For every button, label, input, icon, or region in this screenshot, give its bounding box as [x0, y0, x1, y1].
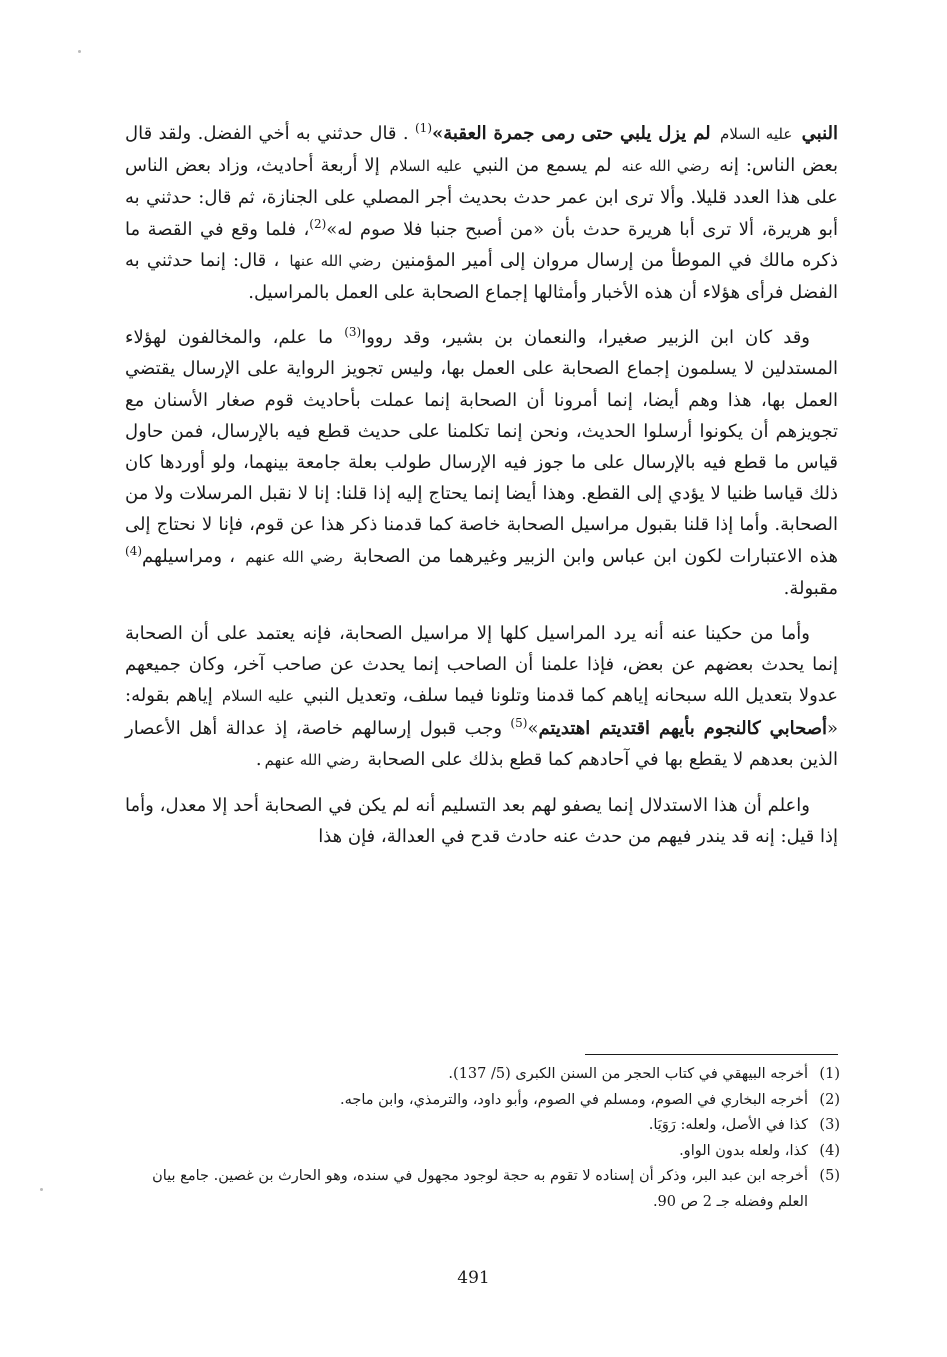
- paragraph-2: [125, 322, 838, 604]
- scan-speck: [40, 1188, 43, 1191]
- honorific-ligature: رضي الله عنهم: [264, 750, 359, 769]
- text-span: النبي: [801, 123, 838, 144]
- text-span: ، قال: إنما حدثني به الفضل فرأى هؤلاء أن هذه الأخبار وأمثالها إجماع الصحابة على العمل بالمراسيل.: [125, 249, 838, 304]
- footnote-number: (5): [819, 1168, 840, 1185]
- honorific-ligature: عليه السلام: [222, 687, 295, 706]
- honorific-ligature: رضي الله عنهم: [245, 547, 343, 566]
- text-span: .: [255, 748, 262, 770]
- footnote-number: (2): [819, 1091, 840, 1108]
- footnote-text: أخرجه ابن عبد البر، وذكر أن إسناده لا تقوم به حجة لوجود مجهول في سنده، وهو الحارث بن غصين. جامع بيان العلم وفضله جـ 2 ص 90.: [152, 1168, 808, 1210]
- text-span: وأما من حكينا عنه أنه يرد المراسيل كلها إلا مراسيل الصحابة، فإنه يعتمد على أن الصحابة إنما يحدث بعضهم عن بعض، فإذا علمنا أن الصاحب إنما يحدث عن صاحب آخر، وكان جميعهم عدولا بتعديل الله سبحانه إياهم كما قدمنا وتلونا فيما سلف، وتعديل النبي: [125, 623, 838, 707]
- text-span: ، فلما وقع في القصة ما ذكره مالك في الموطأ من إرسال مروان إلى أمير المؤمنين: [125, 218, 839, 271]
- hadith-quote: أصحابي كالنجوم بأيهم اقتديتم اهتديتم: [538, 717, 827, 739]
- text-span: وجب قبول إرسالهم خاصة، إذ عدالة أهل الأعصار الذين بعدهم لا يقطع بها في آحادهم كما قطع بذلك على الصحابة: [125, 717, 838, 770]
- footnote: [120, 1139, 840, 1165]
- paragraph-3: [125, 618, 838, 776]
- paragraph-1: [125, 118, 838, 308]
- footnote-ref: (3): [344, 325, 362, 340]
- footnote-number: (4): [819, 1142, 840, 1159]
- honorific-ligature: رضي الله عنها: [289, 251, 382, 270]
- footnote-separator: [585, 1054, 838, 1055]
- footnote-ref: (1): [414, 121, 432, 135]
- text-span: وقد كان ابن الزبير صغيرا، والنعمان بن بشير، وقد رووا: [361, 327, 810, 349]
- text-span: لم يزل يلبي حتى رمى جمرة العقبة»: [432, 123, 711, 144]
- text-span: واعلم أن هذا الاستدلال إنما يصفو لهم بعد التسليم أنه لم يكن في الصحابة أحد إلا معدل، وأما إذا قيل: إنه قد يندر فيهم من حدث عنه حادث قدح في العدالة، فإن هذا: [125, 795, 838, 848]
- honorific-ligature: رضي الله عنه: [621, 157, 710, 176]
- text-span: . قال حدثني به أخي الفضل. ولقد قال بعض الناس: إنه: [125, 123, 838, 177]
- footnote-ref: (2): [309, 216, 327, 231]
- text-span: ما علم، والمخالفون لهؤلاء المستدلين لا يسلمون إجماع الصحابة على العمل بها، وليس تجويز الرواية على الإرسال يقتضي العمل بها، هذا وهم أيضا، إنما أمرونا أن الصحابة إنما عملت بأحاديث قوم صغار الأسنان مع تجويزهم أن يكونوا أرسلوا الحديث، ونحن إنما تكلمنا على حديث قطع فيه بالإرسال، فمن حاول قياس ما قطع فيه بالإرسال على ما جوز فيه الإرسال طولب بعلة جامعة بينهما، ولو أوردها كان ذلك قياسا ظنيا لا يؤدي إلى القطع. وهذا أيضا إنما يحتاج إليه إذا قلنا: إنا لا نقبل المرسلات ولا من الصحابة. وأما إذا قلنا بقبول مراسيل الصحابة خاصة كما قدمنا ذكر هذا عن قوم، فإنا لا نحتاج إلى هذه الاعتبارات لكون ابن عباس وابن الزبير وغيرهما من الصحابة: [125, 327, 838, 567]
- footnote-ref: (4): [125, 543, 143, 558]
- footnote: [120, 1113, 840, 1139]
- footnotes: [120, 1062, 840, 1216]
- footnote-text: كذا، ولعله بدون الواو.: [679, 1142, 808, 1159]
- main-text: [125, 118, 838, 866]
- footnote-text: أخرجه البخاري في الصوم، ومسلم في الصوم، وأبو داود، والترمذي، وابن ماجه.: [340, 1091, 808, 1108]
- footnote: [120, 1164, 840, 1215]
- page-number: 491: [457, 1268, 490, 1288]
- paragraph-4: [125, 790, 838, 852]
- text-span: إياهم بقوله: «: [125, 685, 838, 739]
- footnote-number: (3): [819, 1117, 840, 1134]
- footnote-text: كذا في الأصل، ولعله: رَوَيَا.: [648, 1117, 808, 1134]
- text-span: مقبولة.: [783, 577, 838, 599]
- text-span: »: [527, 717, 539, 739]
- footnote-number: (1): [819, 1066, 840, 1082]
- text-span: إلا أربعة أحاديث، وزاد بعض الناس على هذا العدد قليلا. وألا ترى ابن عمر حدث بحديث أجر المصلي على الجنازة، ثم قال: حدثني به أبو هريرة، ألا ترى أبا هريرة حدث بأن «من أصبح جنبا فلا صوم له»: [125, 155, 838, 240]
- scan-speck: [78, 50, 81, 53]
- honorific-ligature: عليه السلام: [389, 157, 463, 176]
- text-span: ، ومراسيلهم: [142, 545, 236, 567]
- footnote: [120, 1062, 840, 1088]
- footnote: [120, 1088, 840, 1114]
- footnote-text: أخرجه البيهقي في كتاب الحجر من السنن الكبرى (5/ 137).: [448, 1066, 808, 1082]
- footnote-ref: (5): [510, 715, 528, 730]
- honorific-ligature: عليه السلام: [720, 125, 793, 143]
- text-span: لم يسمع من النبي: [472, 155, 612, 177]
